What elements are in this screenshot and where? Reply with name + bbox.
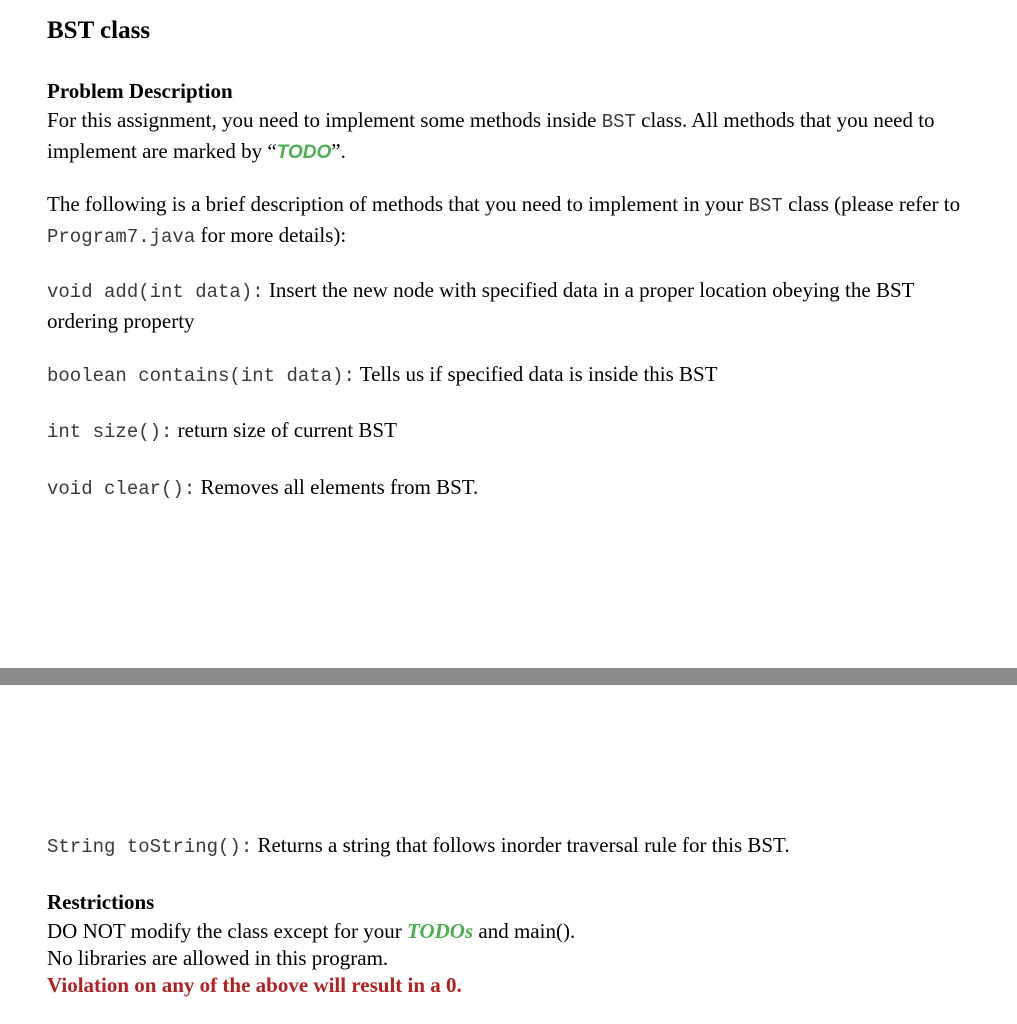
method-tostring [47,831,987,862]
p2-text-c: for more details): [195,223,347,247]
problem-heading: Problem Description [47,79,233,103]
method-description: Tells us if specified data is inside this BST [354,362,718,386]
method-description: Insert the new node with specified data in a proper location obeying the BST ordering property [47,278,915,333]
program-file-code: Program7.java [47,226,196,248]
restriction-line-1 [47,917,987,946]
restrictions-heading: Restrictions [47,890,155,914]
method-description: Removes all elements from BST. [195,475,479,499]
problem-paragraph-1 [47,106,987,167]
method-signature: void clear(): [47,478,196,500]
problem-paragraph-2 [47,190,987,252]
method-signature: void add(int data): [47,281,264,303]
page-title: BST class [47,17,151,44]
r1-text-b: and main(). [473,919,576,943]
bst-code: BST [601,111,636,133]
method-size [47,416,987,447]
bst-code-2: BST [748,195,783,217]
method-add [47,276,987,336]
r1-text-a: DO NOT modify the class except for your [47,919,408,943]
page-bottom [0,685,1017,1024]
method-description: Returns a string that follows inorder traversal rule for this BST. [252,833,790,857]
violation-warning: Violation on any of the above will result in a 0. [47,973,462,997]
todos-marker: TODOs [407,919,474,943]
method-clear [47,473,987,504]
method-signature: int size(): [47,421,173,443]
p2-text-a: The following is a brief description of methods that you need to implement in your [47,192,749,216]
todo-marker: TODO [276,142,332,163]
method-signature: String toString(): [47,836,253,858]
method-contains [47,360,987,391]
method-description: return size of current BST [172,418,397,442]
p1-text-c: ”. [331,139,346,163]
method-signature: boolean contains(int data): [47,365,355,387]
restriction-line-2: No libraries are allowed in this program. [47,946,389,970]
p1-text-b: class. All methods that you need to implement are marked by “ [47,108,935,163]
page-separator [0,668,1017,685]
p2-text-b: class (please refer to [782,192,961,216]
p1-text-a: For this assignment, you need to implement some methods inside [47,108,602,132]
